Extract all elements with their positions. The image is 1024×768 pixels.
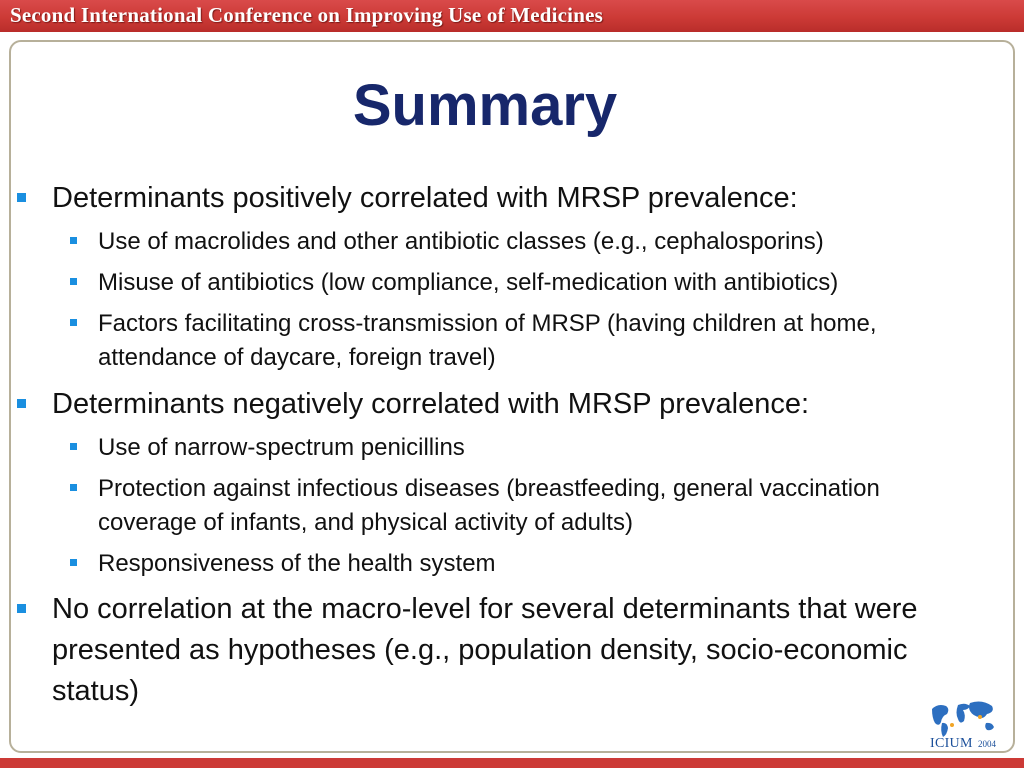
sub-bullet-marker	[70, 559, 77, 566]
bullet-item: Determinants positively correlated with MRSP prevalence:	[52, 182, 798, 214]
logo-year: 2004	[978, 739, 996, 749]
bullet-marker	[17, 604, 26, 613]
conference-title: Second International Conference on Improving Use of Medicines	[10, 3, 603, 27]
bullet-item: No correlation at the macro-level for several determinants that were presented as hypotheses (e.g., population density, socio-economic status)	[52, 593, 918, 707]
sub-bullet-item: Use of narrow-spectrum penicillins	[98, 434, 465, 461]
bullet-item: Determinants negatively correlated with MRSP prevalence:	[52, 388, 810, 420]
sub-bullet-item: Responsiveness of the health system	[98, 550, 496, 577]
sub-bullet-item: Use of macrolides and other antibiotic classes (e.g., cephalosporins)	[98, 228, 824, 255]
sub-bullet-item: Protection against infectious diseases (breastfeeding, general vaccination coverage of infants, and physical activity of adults)	[98, 475, 880, 536]
sub-bullet-marker	[70, 484, 77, 491]
slide-title: Summary	[352, 73, 618, 138]
footer-stripe	[0, 758, 1024, 768]
conference-banner	[0, 0, 1024, 32]
world-map-icon	[922, 695, 1006, 739]
sub-bullet-marker	[70, 443, 77, 450]
bullet-marker	[17, 399, 26, 408]
sub-bullet-marker	[70, 278, 77, 285]
logo-text: ICIUM	[930, 736, 973, 751]
sub-bullet-marker	[70, 237, 77, 244]
sub-bullet-item: Misuse of antibiotics (low compliance, self-medication with antibiotics)	[98, 269, 839, 296]
icium-logo	[922, 695, 1006, 753]
sub-bullet-item: Factors facilitating cross-transmission of MRSP (having children at home, attendance of daycare, foreign travel)	[98, 310, 877, 371]
sub-bullet-marker	[70, 319, 77, 326]
bullet-marker	[17, 193, 26, 202]
